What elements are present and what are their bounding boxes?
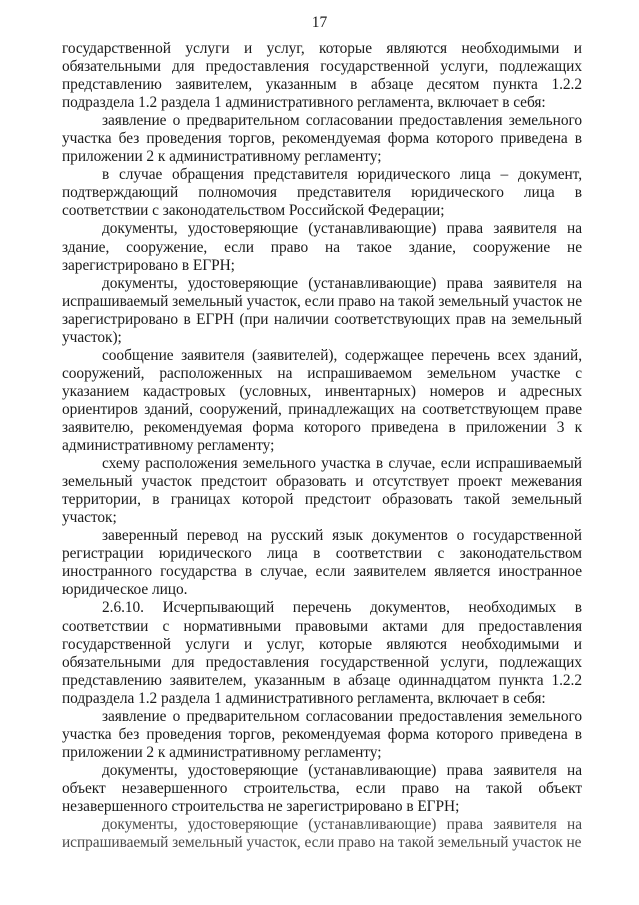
paragraph-plot-scheme: схему расположения земельного участка в случае, если испрашиваемый земельный участок предстоит образовать и отсутствует проект межевания территории, в границах которой предстоит образовать такой земельный участок; xyxy=(62,455,582,527)
paragraph-application-form-2: заявление о предварительном согласовании предоставления земельного участка без проведения торгов, рекомендуемая форма которого приведена в приложении 2 к административному регламенту; xyxy=(62,707,582,761)
paragraph-buildings-list: сообщение заявителя (заявителей), содержащее перечень всех зданий, сооружений, расположенных на испрашиваемом земельном участке с указанием кадастровых (условных, инвентарных) номеров и адресных ориентиров зданий, сооружений, принадлежащих на соответствующем праве заявителю, рекомендуемая форма которого приведена в приложении 3 к административному регламенту; xyxy=(62,346,582,455)
paragraph-section-2-6-10: 2.6.10. Исчерпывающий перечень документов, необходимых в соответствии с нормативными правовыми актами для предоставления государственной услуги и услуг, которые являются необходимыми и обязательными для предоставления государственной услуги, подлежащих представлению заявителем, указанным в абзаце одиннадцатом пункта 1.2.2 подраздела 1.2 раздела 1 административного регламента, включает в себя: xyxy=(62,599,582,707)
paragraph-building-rights: документы, удостоверяющие (устанавливающие) права заявителя на здание, сооружение, если право на такое здание, сооружение не зарегистрировано в ЕГРН; xyxy=(62,220,582,274)
paragraph-representative-document: в случае обращения представителя юридического лица – документ, подтверждающий полномочия представителя юридического лица в соответствии с законодательством Российской Федерации; xyxy=(62,166,582,220)
document-body xyxy=(62,40,582,852)
paragraph-land-plot-rights-2: документы, удостоверяющие (устанавливающие) права заявителя на испрашиваемый земельный участок, если право на такой земельный участок не xyxy=(62,816,582,852)
page-number: 17 xyxy=(311,14,328,31)
paragraph-application-form: заявление о предварительном согласовании предоставления земельного участка без проведения торгов, рекомендуемая форма которого приведена в приложении 2 к административному регламенту; xyxy=(62,112,582,166)
paragraph-continuation: государственной услуги и услуг, которые являются необходимыми и обязательными для предоставления государственной услуги, подлежащих представлению заявителем, указанным в абзаце десятом пункта 1.2.2 подраздела 1.2 раздела 1 административного регламента, включает в себя: xyxy=(62,40,582,112)
paragraph-certified-translation: заверенный перевод на русский язык документов о государственной регистрации юридического лица в соответствии с законодательством иностранного государства в случае, если заявителем является иностранное юридическое лицо. xyxy=(62,527,582,599)
paragraph-land-plot-rights: документы, удостоверяющие (устанавливающие) права заявителя на испрашиваемый земельный участок, если право на такой земельный участок не зарегистрировано в ЕГРН (при наличии соответствующих прав на земельный участок); xyxy=(62,274,582,346)
paragraph-unfinished-construction-rights: документы, удостоверяющие (устанавливающие) права заявителя на объект незавершенного строительства, если право на такой объект незавершенного строительства не зарегистрировано в ЕГРН; xyxy=(62,761,582,815)
